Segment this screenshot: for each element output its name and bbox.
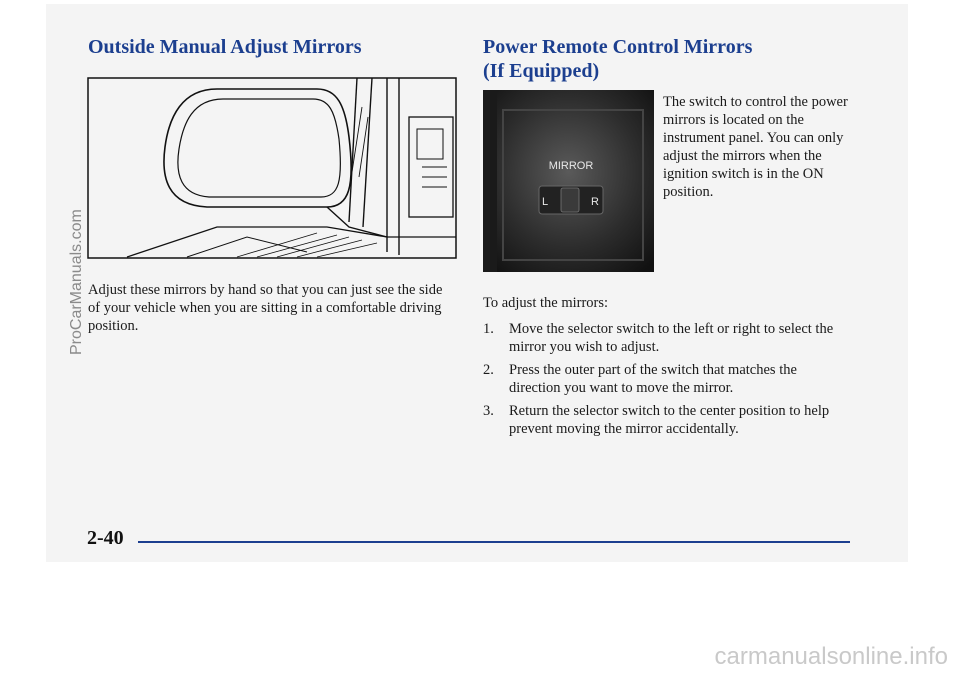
- footer-rule: [138, 541, 850, 543]
- step-number: 1.: [483, 321, 494, 337]
- steps-lead: To adjust the mirrors:: [483, 295, 609, 311]
- bottom-watermark: carmanualsonline.info: [714, 643, 948, 670]
- step-item: [483, 361, 848, 397]
- step-text: Move the selector switch to the left or right to select the mirror you wish to adjust.: [509, 321, 834, 355]
- step-number: 3.: [483, 403, 494, 419]
- right-heading-line-1: Power Remote Control Mirrors: [483, 36, 753, 58]
- left-body-text: Adjust these mirrors by hand so that you can just see the side of your vehicle when you are sitting in a comfortable driving position.: [88, 282, 443, 334]
- step-number: 2.: [483, 362, 494, 378]
- side-watermark: ProCarManuals.com: [68, 209, 85, 355]
- step-item: [483, 402, 848, 438]
- right-heading-line-2: (If Equipped): [483, 60, 600, 82]
- mirror-switch-photo: [483, 90, 654, 272]
- page-number: 2-40: [87, 527, 124, 549]
- switch-label-left: L: [541, 196, 549, 208]
- step-text: Return the selector switch to the center position to help prevent moving the mirror accidentally.: [509, 403, 830, 437]
- step-text: Press the outer part of the switch that matches the direction you want to move the mirror.: [509, 362, 797, 396]
- right-heading: [483, 35, 752, 83]
- manual-mirror-illustration: [87, 77, 457, 259]
- switch-label-right: R: [591, 196, 599, 208]
- switch-label-mirror: MIRROR: [548, 160, 594, 172]
- adjust-steps-list: [483, 320, 848, 443]
- switch-location-text: The switch to control the power mirrors is located on the instrument panel. You can only adjust the mirrors when the ignition switch is in the ON position.: [663, 94, 848, 200]
- left-heading: Outside Manual Adjust Mirrors: [88, 36, 362, 58]
- step-item: [483, 320, 848, 356]
